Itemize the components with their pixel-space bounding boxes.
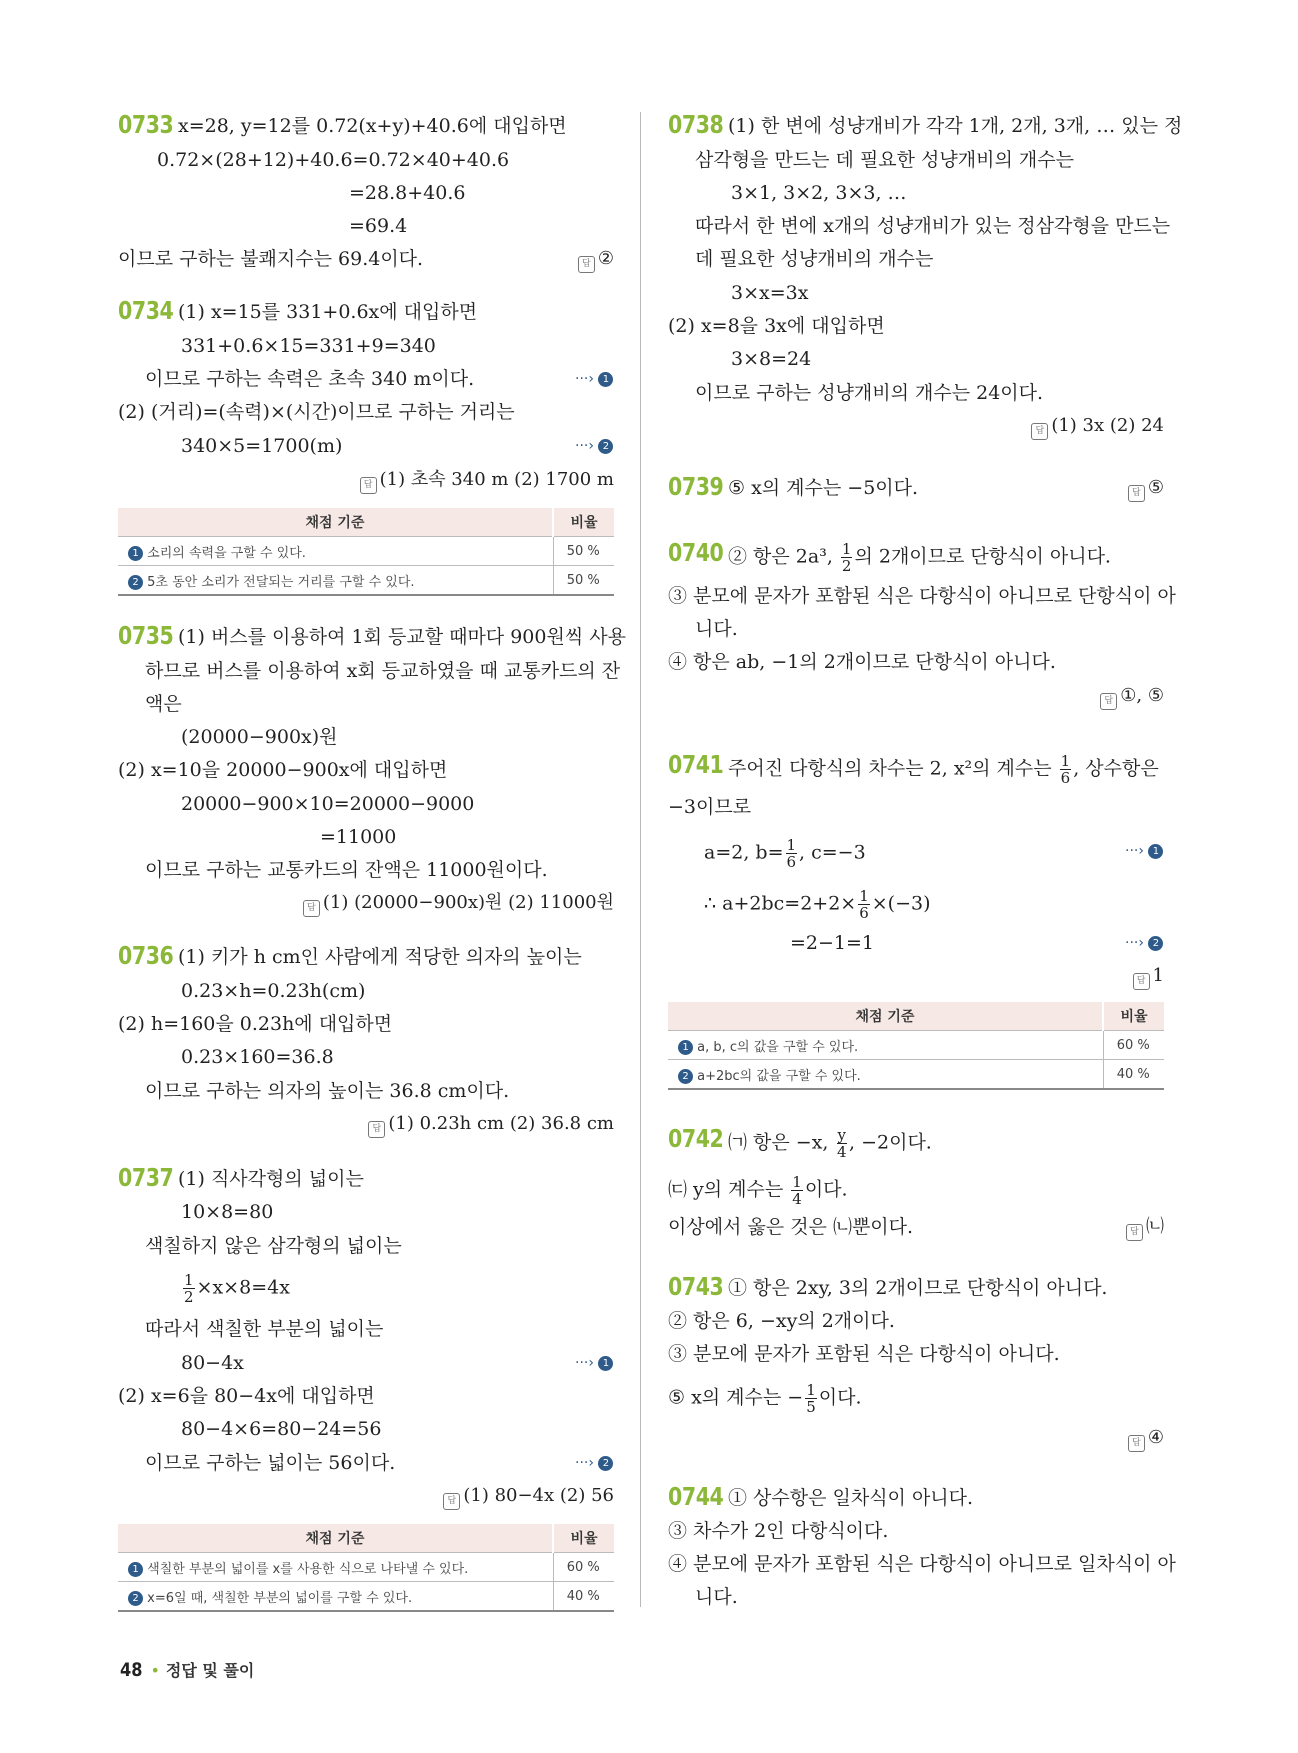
text-line: ③ 분모에 문자가 포함된 식은 다항식이 아니다. bbox=[668, 1343, 1060, 1365]
answer: 답 (1) 0.23h cm (2) 36.8 cm bbox=[368, 1111, 614, 1138]
text-line: (20000−900x)원 bbox=[181, 726, 338, 748]
fraction: $\frac{1}{2}$ bbox=[841, 540, 852, 575]
text-line: ② 항은 2a³, $\frac{1}{2}$ 의 2개이므로 단항식이 아니다. bbox=[728, 540, 1111, 575]
step-marker-1: ···› 1 bbox=[575, 1355, 613, 1371]
answer-icon: 답 bbox=[1128, 1435, 1145, 1452]
table-header: 비율 bbox=[553, 1524, 614, 1553]
text-line: ③ 차수가 2인 다항식이다. bbox=[668, 1520, 889, 1542]
answer-icon: 답 bbox=[360, 477, 377, 494]
answer-icon: 답 bbox=[1128, 485, 1145, 502]
table-header: 비율 bbox=[553, 508, 614, 537]
step-marker-1: ···› 1 bbox=[1125, 843, 1163, 859]
text-line: 이므로 구하는 속력은 초속 340 m이다. bbox=[145, 368, 475, 390]
text-line: 3×1, 3×2, 3×3, … bbox=[731, 182, 907, 204]
table-header: 비율 bbox=[1103, 1002, 1164, 1031]
text-line: 데 필요한 성냥개비의 개수는 bbox=[695, 248, 934, 270]
problem-number: 0742 bbox=[668, 1124, 724, 1153]
text-line: 니다. bbox=[695, 618, 738, 640]
text-line: ④ 항은 ab, −1의 2개이므로 단항식이 아니다. bbox=[668, 651, 1056, 673]
problem-number: 0733 bbox=[118, 110, 174, 139]
problem-number: 0738 bbox=[668, 110, 724, 139]
text-line: 10×8=80 bbox=[181, 1201, 274, 1223]
scoring-table bbox=[118, 508, 614, 596]
fraction: $\frac{y}{4}$ bbox=[836, 1126, 847, 1161]
text-line: $\frac{1}{2}$ ×x×8=4x bbox=[184, 1271, 290, 1306]
text-line: (1) 버스를 이용하여 1회 등교할 때마다 900원씩 사용 bbox=[178, 626, 626, 648]
text-line: 3×8=24 bbox=[731, 348, 812, 370]
text-line: =69.4 bbox=[349, 215, 408, 237]
answer: 답 (1) 3x (2) 24 bbox=[1031, 413, 1164, 440]
answer: 답 ④ bbox=[1128, 1425, 1164, 1452]
text-line: (2) h=160을 0.23h에 대입하면 bbox=[118, 1013, 393, 1035]
step-marker-2: ···› 2 bbox=[575, 1455, 613, 1471]
text-line: 하므로 버스를 이용하여 x회 등교하였을 때 교통카드의 잔 bbox=[145, 660, 621, 682]
table-row: 2 5초 동안 소리가 전달되는 거리를 구할 수 있다. 50 % bbox=[118, 566, 614, 596]
answer-icon: 답 bbox=[1126, 1224, 1143, 1241]
text-line: 삼각형을 만드는 데 필요한 성냥개비의 개수는 bbox=[695, 149, 1074, 171]
fraction: $\frac{1}{6}$ bbox=[786, 836, 797, 871]
text-line: 이므로 구하는 넓이는 56이다. bbox=[145, 1452, 396, 1474]
answer: 답 ② bbox=[578, 246, 614, 273]
text-line: 따라서 한 변에 x개의 성냥개비가 있는 정삼각형을 만드는 bbox=[695, 215, 1171, 237]
text-line: ∴ a+2bc=2+2× $\frac{1}{6}$ ×(−3) bbox=[704, 887, 931, 922]
text-line: 따라서 색칠한 부분의 넓이는 bbox=[145, 1318, 384, 1340]
answer-icon: 답 bbox=[303, 900, 320, 917]
answer-icon: 답 bbox=[1100, 693, 1117, 710]
problem-number: 0736 bbox=[118, 941, 174, 970]
text-line: ① 상수항은 일차식이 아니다. bbox=[728, 1487, 974, 1509]
text-line: (1) 키가 h cm인 사람에게 적당한 의자의 높이는 bbox=[178, 946, 582, 968]
text-line: 이므로 구하는 교통카드의 잔액은 11000원이다. bbox=[145, 859, 548, 881]
text-line: −3이므로 bbox=[668, 796, 752, 818]
text-line: (2) (거리)=(속력)×(시간)이므로 구하는 거리는 bbox=[118, 401, 515, 423]
text-line: 80−4×6=80−24=56 bbox=[181, 1418, 382, 1440]
fraction: $\frac{1}{2}$ bbox=[184, 1271, 194, 1306]
step-marker-2: ···› 2 bbox=[575, 438, 613, 454]
answer-icon: 답 bbox=[1031, 423, 1048, 440]
problem-number: 0744 bbox=[668, 1482, 724, 1511]
text-line: (2) x=8을 3x에 대입하면 bbox=[668, 315, 885, 337]
scoring-table bbox=[118, 1524, 614, 1612]
text-line: 액은 bbox=[145, 693, 182, 715]
table-header: 채점 기준 bbox=[118, 1524, 553, 1553]
answer-icon: 답 bbox=[368, 1121, 385, 1138]
text-line: (2) x=10을 20000−900x에 대입하면 bbox=[118, 759, 448, 781]
answer: 답 ①, ⑤ bbox=[1100, 683, 1164, 710]
answer-icon: 답 bbox=[1133, 973, 1150, 990]
text-line: x=28, y=12를 0.72(x+y)+40.6에 대입하면 bbox=[178, 115, 567, 137]
page-footer: 48 • 정답 및 풀이 bbox=[119, 1659, 255, 1681]
problem-number: 0741 bbox=[668, 750, 724, 779]
table-header: 채점 기준 bbox=[118, 508, 553, 537]
text-line: =11000 bbox=[320, 826, 397, 848]
step-marker-2: ···› 2 bbox=[1125, 935, 1163, 951]
answer: 답 ㈁ bbox=[1126, 1214, 1164, 1241]
text-line: 0.23×h=0.23h(cm) bbox=[181, 980, 366, 1002]
text-line: 이상에서 옳은 것은 ㈁뿐이다. bbox=[668, 1216, 914, 1238]
text-line: =2−1=1 bbox=[790, 932, 875, 954]
text-line: 0.72×(28+12)+40.6=0.72×40+40.6 bbox=[157, 149, 510, 171]
fraction: $\frac{1}{6}$ bbox=[1060, 752, 1071, 787]
text-line: (1) x=15를 331+0.6x에 대입하면 bbox=[178, 301, 478, 323]
problem-number: 0735 bbox=[118, 621, 174, 650]
column-divider bbox=[640, 112, 641, 1607]
text-line: ⑤ x의 계수는 − $\frac{1}{5}$ 이다. bbox=[668, 1381, 862, 1416]
text-line: =28.8+40.6 bbox=[349, 182, 466, 204]
answer: 답 1 bbox=[1133, 963, 1164, 990]
table-header: 채점 기준 bbox=[668, 1002, 1103, 1031]
text-line: ① 항은 2xy, 3의 2개이므로 단항식이 아니다. bbox=[728, 1277, 1108, 1299]
text-line: 331+0.6×15=331+9=340 bbox=[181, 335, 436, 357]
text-line: ㈂ y의 계수는 $\frac{1}{4}$ 이다. bbox=[668, 1173, 848, 1208]
text-line: 20000−900×10=20000−9000 bbox=[181, 793, 475, 815]
text-line: 이므로 구하는 불쾌지수는 69.4이다. bbox=[118, 248, 424, 270]
fraction: $\frac{1}{5}$ bbox=[806, 1381, 816, 1416]
section-label: 정답 및 풀이 bbox=[165, 1661, 255, 1680]
text-line: 색칠하지 않은 삼각형의 넓이는 bbox=[145, 1235, 402, 1257]
table-row: 1 a, b, c의 값을 구할 수 있다. 60 % bbox=[668, 1031, 1164, 1060]
text-line: ③ 분모에 문자가 포함된 식은 다항식이 아니므로 단항식이 아 bbox=[668, 585, 1176, 607]
text-line: 3×x=3x bbox=[731, 282, 809, 304]
scoring-table bbox=[668, 1002, 1164, 1090]
text-line: 이므로 구하는 성냥개비의 개수는 24이다. bbox=[695, 382, 1044, 404]
answer: 답 (1) (20000−900x)원 (2) 11000원 bbox=[303, 890, 614, 917]
page-number: 48 bbox=[119, 1659, 143, 1681]
problem-number: 0737 bbox=[118, 1163, 174, 1192]
table-row: 1 색칠한 부분의 넓이를 x를 사용한 식으로 나타낼 수 있다. 60 % bbox=[118, 1553, 614, 1582]
table-row: 2 a+2bc의 값을 구할 수 있다. 40 % bbox=[668, 1060, 1164, 1090]
text-line: ② 항은 6, −xy의 2개이다. bbox=[668, 1310, 895, 1332]
fraction: $\frac{1}{6}$ bbox=[859, 887, 869, 922]
text-line: (1) 직사각형의 넓이는 bbox=[178, 1168, 364, 1190]
text-line: 340×5=1700(m) bbox=[181, 435, 343, 457]
text-line: (2) x=6을 80−4x에 대입하면 bbox=[118, 1385, 375, 1407]
table-row: 2 x=6일 때, 색칠한 부분의 넓이를 구할 수 있다. 40 % bbox=[118, 1582, 614, 1612]
table-row: 1 소리의 속력을 구할 수 있다. 50 % bbox=[118, 537, 614, 566]
answer: 답 (1) 80−4x (2) 56 bbox=[443, 1483, 614, 1510]
answer: 답 (1) 초속 340 m (2) 1700 m bbox=[360, 467, 614, 494]
text-line: (1) 한 변에 성냥개비가 각각 1개, 2개, 3개, … 있는 정 bbox=[728, 115, 1183, 137]
step-marker-1: ···› 1 bbox=[575, 371, 613, 387]
text-line: 주어진 다항식의 차수는 2, x²의 계수는 $\frac{1}{6}$ , 상수항은 bbox=[728, 752, 1159, 787]
answer-icon: 답 bbox=[578, 256, 595, 273]
text-line: 0.23×160=36.8 bbox=[181, 1046, 334, 1068]
fraction: $\frac{1}{4}$ bbox=[792, 1173, 802, 1208]
problem-number: 0734 bbox=[118, 296, 174, 325]
problem-number: 0743 bbox=[668, 1272, 724, 1301]
text-line: ㈀ 항은 −x, $\frac{y}{4}$ , −2이다. bbox=[728, 1126, 932, 1161]
text-line: ④ 분모에 문자가 포함된 식은 다항식이 아니므로 일차식이 아 bbox=[668, 1553, 1176, 1575]
problem-number: 0740 bbox=[668, 538, 724, 567]
text-line: 니다. bbox=[695, 1586, 738, 1608]
text-line: a=2, b= $\frac{1}{6}$ , c=−3 bbox=[704, 836, 866, 871]
text-line: 이므로 구하는 의자의 높이는 36.8 cm이다. bbox=[145, 1080, 510, 1102]
problem-number: 0739 bbox=[668, 472, 724, 501]
text-line: 80−4x bbox=[181, 1352, 244, 1374]
answer: 답 ⑤ bbox=[1128, 475, 1164, 502]
answer-icon: 답 bbox=[443, 1493, 460, 1510]
text-line: ⑤ x의 계수는 −5이다. bbox=[728, 477, 919, 499]
